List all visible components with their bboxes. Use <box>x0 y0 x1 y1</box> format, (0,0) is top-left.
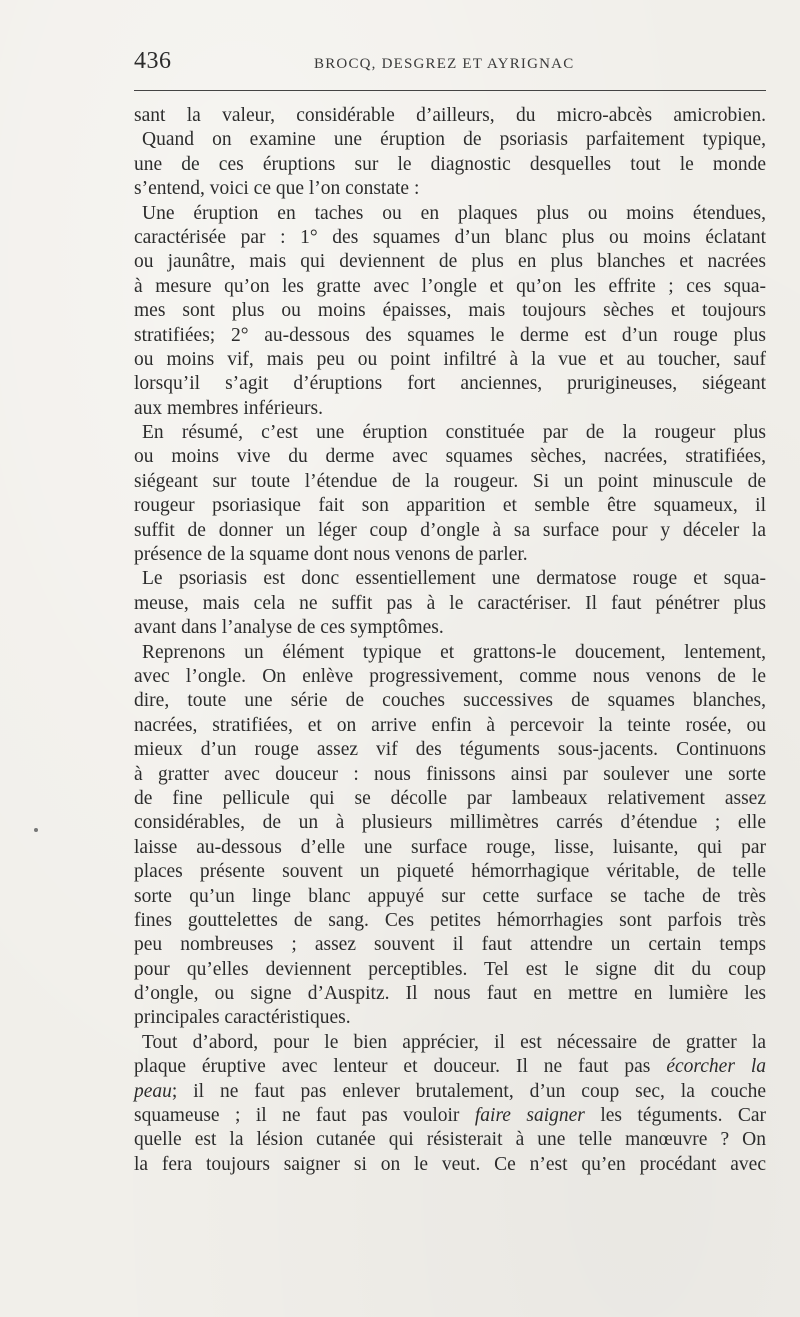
text-line <box>134 275 766 299</box>
line-text: dire, toute une série de couches successives de squames blanches, <box>134 690 766 712</box>
text-line <box>134 982 766 1006</box>
text-line <box>134 811 766 835</box>
text-line <box>134 592 766 616</box>
line-text: rougeur psoriasique fait son apparition et semble être squameux, il <box>134 495 766 517</box>
text-line <box>134 226 766 250</box>
text-line <box>134 738 766 762</box>
line-text: Quand on examine une éruption de psoriasis parfaitement typique, <box>142 129 766 151</box>
line-text: une de ces éruptions sur le diagnostic desquelles tout le monde <box>134 153 766 175</box>
line-text: peu nombreuses ; assez souvent il faut attendre un certain temps <box>134 934 766 956</box>
text-line <box>134 689 766 713</box>
line-text: siégeant sur toute l’étendue de la rougeur. Si un point minuscule de <box>134 470 766 492</box>
text-line <box>134 177 766 201</box>
text-line <box>134 348 766 372</box>
line-text: avant dans l’analyse de ces symptômes. <box>134 617 444 639</box>
text-line <box>134 616 766 640</box>
line-text: sorte qu’un linge blanc appuyé sur cette surface se tache de très <box>134 885 766 907</box>
text-line <box>134 202 766 226</box>
text-line <box>134 397 766 421</box>
line-text: lorsqu’il s’agit d’éruptions fort anciennes, prurigineuses, siégeant <box>134 373 766 395</box>
italic-text: écorcher la <box>666 1056 766 1078</box>
text-line <box>134 714 766 738</box>
line-text: suffit de donner un léger coup d’ongle à sa surface pour y déceler la <box>134 519 766 541</box>
line-text: places présente souvent un piqueté hémorrhagique véritable, de telle <box>134 861 766 883</box>
line-text: la fera toujours saigner si on le veut. Ce n’est qu’en procédant avec <box>134 1153 766 1175</box>
page-header <box>134 46 766 86</box>
page-number: 436 <box>134 48 172 74</box>
line-text-post: les téguments. Car <box>600 1105 767 1127</box>
line-text: fines gouttelettes de sang. Ces petites hémorrhagies sont parfois très <box>134 909 766 931</box>
text-line <box>134 958 766 982</box>
text-line <box>134 543 766 567</box>
text-line <box>134 763 766 787</box>
text-line <box>134 1031 766 1055</box>
line-text: nacrées, stratifiées, et on arrive enfin à percevoir la teinte rosée, ou <box>134 714 766 736</box>
line-text: Reprenons un élément typique et grattons-le doucement, lentement, <box>142 641 766 663</box>
text-line <box>134 104 766 128</box>
line-text: stratifiées; 2° au-dessous des squames le derme est d’un rouge plus <box>134 324 766 346</box>
text-line <box>134 445 766 469</box>
body-text <box>134 104 766 1177</box>
text-line <box>134 1055 766 1079</box>
line-text: laisse au-dessous d’elle une surface rouge, lisse, luisante, qui par <box>134 836 766 858</box>
line-text: sant la valeur, considérable d’ailleurs, du micro-abcès amicrobien. <box>134 105 766 126</box>
paper-speck <box>34 828 38 832</box>
text-line <box>134 128 766 152</box>
line-text: Tout d’abord, pour le bien apprécier, il est nécessaire de gratter la <box>142 1031 766 1053</box>
text-line <box>134 421 766 445</box>
line-text: squameuse ; il ne faut pas vouloir <box>134 1105 460 1127</box>
italic-text: faire saigner <box>474 1105 585 1127</box>
text-line <box>134 885 766 909</box>
text-line <box>134 372 766 396</box>
line-text: caractérisée par : 1° des squames d’un blanc plus ou moins éclatant <box>134 226 766 248</box>
text-line <box>134 665 766 689</box>
line-text: d’ongle, ou signe d’Auspitz. Il nous faut en mettre en lumière les <box>134 983 766 1005</box>
text-line <box>134 1080 766 1104</box>
text-line <box>134 1128 766 1152</box>
text-line <box>134 1153 766 1177</box>
text-line <box>134 1104 766 1128</box>
text-line <box>134 299 766 323</box>
line-text: quelle est la lésion cutanée qui résisterait à une telle manœuvre ? On <box>134 1129 766 1151</box>
line-text: mes sont plus ou moins épaisses, mais toujours sèches et toujours <box>134 300 766 322</box>
line-text: présence de la squame dont nous venons de parler. <box>134 544 528 566</box>
text-line <box>134 153 766 177</box>
line-text: Une éruption en taches ou en plaques plus ou moins étendues, <box>142 202 766 224</box>
line-text: mieux d’un rouge assez vif des téguments sous-jacents. Continuons <box>134 739 766 761</box>
text-line <box>134 1006 766 1030</box>
text-line <box>134 470 766 494</box>
text-line <box>134 933 766 957</box>
text-line <box>134 250 766 274</box>
line-text: pour qu’elles deviennent perceptibles. Tel est le signe dit du coup <box>134 958 766 980</box>
line-text: de fine pellicule qui se décolle par lambeaux relativement assez <box>134 787 766 809</box>
line-text: ou moins vive du derme avec squames sèches, nacrées, stratifiées, <box>134 446 766 468</box>
line-text: à gratter avec douceur : nous finissons ainsi par soulever une sorte <box>134 763 766 785</box>
line-text: ; il ne faut pas enlever brutalement, d’un coup sec, la couche <box>171 1080 766 1102</box>
line-text: ou moins vif, mais peu ou point infiltré à la vue et au toucher, sauf <box>134 348 766 370</box>
line-text: considérables, de un à plusieurs millimètres carrés d’étendue ; elle <box>134 812 766 834</box>
text-line <box>134 836 766 860</box>
line-text: plaque éruptive avec lenteur et douceur. Il ne faut pas <box>134 1056 651 1078</box>
text-line <box>134 519 766 543</box>
text-line <box>134 909 766 933</box>
text-line <box>134 567 766 591</box>
line-text: ou jaunâtre, mais qui deviennent de plus en plus blanches et nacrées <box>134 251 766 273</box>
text-line <box>134 324 766 348</box>
text-line <box>134 860 766 884</box>
text-line <box>134 787 766 811</box>
line-text: s’entend, voici ce que l’on constate : <box>134 178 420 200</box>
line-text: principales caractéristiques. <box>134 1007 351 1029</box>
line-text: meuse, mais cela ne suffit pas à le caractériser. Il faut pénétrer plus <box>134 592 766 614</box>
line-text: aux membres inférieurs. <box>134 397 323 419</box>
line-text: Le psoriasis est donc essentiellement une dermatose rouge et squa- <box>142 568 766 590</box>
text-line <box>134 641 766 665</box>
running-head: BROCQ, DESGREZ ET AYRIGNAC <box>314 56 575 72</box>
line-text: à mesure qu’on les gratte avec l’ongle et qu’on les effrite ; ces squa- <box>134 275 766 297</box>
italic-text: peau <box>134 1080 172 1102</box>
line-text: En résumé, c’est une éruption constituée par de la rougeur plus <box>142 422 766 444</box>
text-line <box>134 494 766 518</box>
header-rule <box>134 90 766 91</box>
line-text: avec l’ongle. On enlève progressivement, comme nous venons de le <box>134 665 766 687</box>
